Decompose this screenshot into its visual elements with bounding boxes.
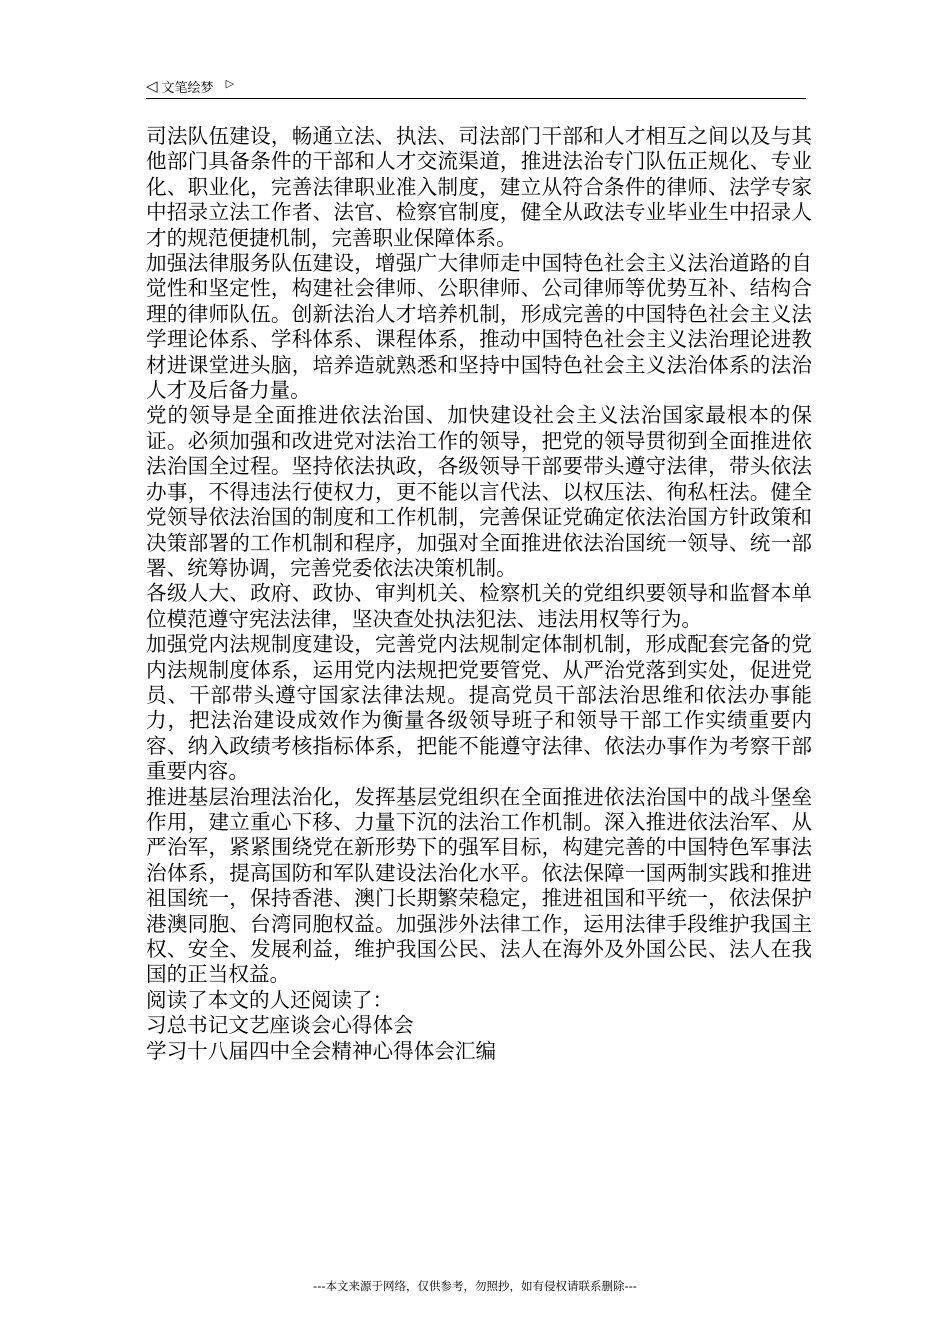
triangle-left-icon: ◁ xyxy=(146,76,158,95)
header-title: 文笔绘梦 xyxy=(161,80,214,96)
related-link-1[interactable]: 习总书记文艺座谈会心得体会 xyxy=(146,1013,414,1038)
paragraph-5: 加强党内法规制度建设，完善党内法规制定体制机制，形成配套完备的党内法规制度体系，运用党内法规把党要管党、从严治党落到实处，促进党员、干部带头遵守国家法律法规。提高党员干部法治思维和依法办事能力，把法治建设成效作为衡量各级领导班子和领导干部工作实绩重要内容、纳入政绩考核指标体系，把能不能遵守法律、依法办事作为考察干部重要内容。 xyxy=(146,632,812,784)
paragraph-3: 党的领导是全面推进依法治国、加快建设社会主义法治国家最根本的保证。必须加强和改进党对法治工作的领导，把党的领导贯彻到全面推进依法治国全过程。坚持依法执政，各级领导干部要带头遵守法律，带头依法办事，不得违法行使权力，更不能以言代法、以权压法、徇私枉法。健全党领导依法治国的制度和工作机制，完善保证党确定依法治国方针政策和决策部署的工作机制和程序，加强对全面推进依法治国统一领导、统一部署、统筹协调，完善党委依法决策机制。 xyxy=(146,403,812,580)
footer-notice: ---本文来源于网络，仅供参考，勿照抄，如有侵权请联系删除--- xyxy=(313,1279,637,1293)
paragraph-6: 推进基层治理法治化，发挥基层党组织在全面推进依法治国中的战斗堡垒作用，建立重心下移、力量下沉的法治工作机制。深入推进依法治军、从严治军，紧紧围绕党在新形势下的强军目标，构建完善的中国特色军事法治体系，提高国防和军队建设法治化水平。依法保障一国两制实践和推进祖国统一，保持香港、澳门长期繁荣稳定，推进祖国和平统一，依法保护港澳同胞、台湾同胞权益。加强涉外法律工作，运用法律手段维护我国主权、安全、发展利益，维护我国公民、法人在海外及外国公民、法人在我国的正当权益。 xyxy=(146,784,812,987)
related-heading: 阅读了本文的人还阅读了： xyxy=(146,987,394,1012)
paragraph-1: 司法队伍建设，畅通立法、执法、司法部门干部和人才相互之间以及与其他部门具备条件的干部和人才交流渠道，推进法治专门队伍正规化、专业化、职业化，完善法律职业准入制度，建立从符合条件的律师、法学专家中招录立法工作者、法官、检察官制度，健全从政法专业毕业生中招录人才的规范便捷机制，完善职业保障体系。 xyxy=(146,124,812,250)
document-body xyxy=(146,124,812,1064)
triangle-right-icon: ▷ xyxy=(225,76,235,90)
page-header xyxy=(146,74,806,99)
related-link-2[interactable]: 学习十八届四中全会精神心得体会汇编 xyxy=(146,1038,497,1063)
paragraph-2: 加强法律服务队伍建设，增强广大律师走中国特色社会主义法治道路的自觉性和坚定性，构建社会律师、公职律师、公司律师等优势互补、结构合理的律师队伍。创新法治人才培养机制，形成完善的中国特色社会主义法学理论体系、学科体系、课程体系，推动中国特色社会主义法治理论进教材进课堂进头脑，培养造就熟悉和坚持中国特色社会主义法治体系的法治人才及后备力量。 xyxy=(146,251,812,403)
paragraph-4: 各级人大、政府、政协、审判机关、检察机关的党组织要领导和监督本单位模范遵守宪法法律，坚决查处执法犯法、违法用权等行为。 xyxy=(146,581,812,631)
